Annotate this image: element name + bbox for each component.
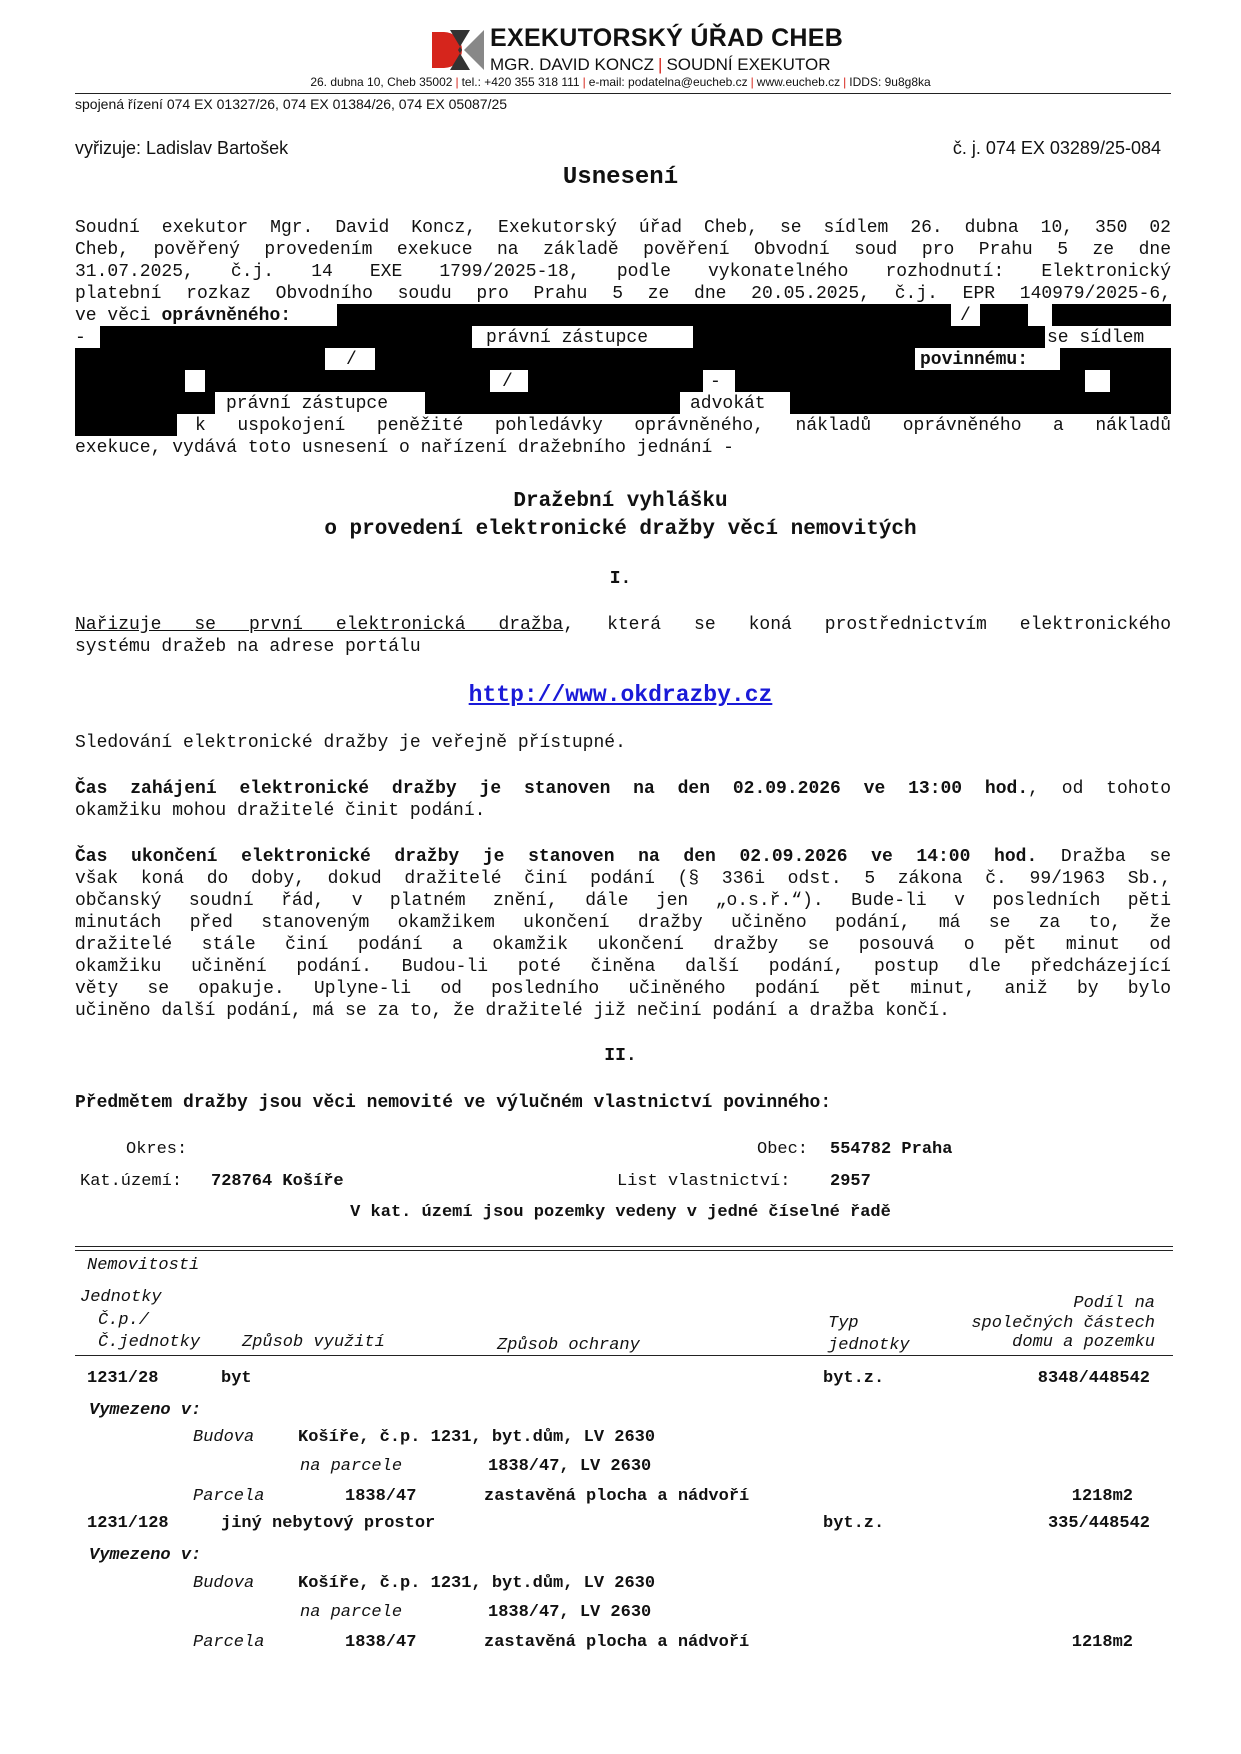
slash-text: /	[960, 306, 971, 326]
dash-text: -	[75, 328, 86, 348]
table-header-rule	[75, 1355, 1173, 1356]
section-numeral-2: II.	[604, 1046, 637, 1066]
office-address: 26. dubna 10, Cheb 35002	[310, 75, 453, 89]
unit-number: 1231/28	[87, 1369, 159, 1388]
notice-title: Dražební vyhlášku	[513, 490, 728, 513]
end-time-rest: Dražba se	[1037, 847, 1171, 867]
building-value: Košíře, č.p. 1231, byt.dům, LV 2630	[298, 1428, 656, 1447]
intro-line: Soudní exekutor Mgr. David Koncz, Exekutorský úřad Cheb, se sídlem 26. dubna 10, 350 02	[75, 218, 1171, 238]
building-value: Košíře, č.p. 1231, byt.dům, LV 2630	[298, 1574, 656, 1593]
end-rule-line: občanský soudní řád, v platném znění, dále jen „o.s.ř.“). Bude-li v posledních pěti	[75, 891, 1171, 911]
parcel-area: 1218m2	[1071, 1633, 1133, 1652]
end-rule-line: okamžiku učinění podání. Budou-li poté činěna další podání, postup dle předcházející	[75, 957, 1171, 977]
redacted-block	[75, 348, 325, 370]
lv-value: 2957	[830, 1172, 871, 1191]
head-share-2: společných částech	[971, 1314, 1155, 1333]
document-title: Usnesení	[562, 164, 679, 191]
on-parcel-label: na parcele	[300, 1603, 403, 1622]
closing-line: exekuce, vydává toto usnesení o nařízení dražebního jednání -	[75, 438, 734, 458]
parcel-number: 1838/47	[345, 1487, 417, 1506]
redacted-block	[337, 304, 951, 326]
series-note: V kat. území jsou pozemky vedeny v jedné číselné řadě	[350, 1203, 891, 1222]
redacted-block	[1060, 348, 1171, 370]
building-label: Budova	[193, 1574, 255, 1593]
end-rule-line: minutách před stanoveným okamžikem ukončení dražby učiněno podání, má se za to, že	[75, 913, 1171, 933]
head-type-1: Typ	[828, 1314, 859, 1333]
head-cp: Č.p./	[98, 1311, 150, 1330]
case-number: č. j. 074 EX 03289/25-084	[952, 138, 1161, 158]
on-parcel-value: 1838/47, LV 2630	[488, 1603, 652, 1622]
redacted-block	[100, 326, 472, 348]
unit-share: 8348/448542	[1037, 1369, 1150, 1388]
redacted-block	[375, 348, 915, 370]
creditor-label: oprávněného:	[161, 306, 292, 326]
parcel-use: zastavěná plocha a nádvoří	[484, 1633, 750, 1652]
order-rest: , která se koná prostřednictvím elektronického	[563, 615, 1171, 635]
start-time-rest: , od tohoto	[1028, 779, 1171, 799]
legal-rep-label: právní zástupce	[226, 394, 389, 414]
office-logo-icon	[430, 28, 486, 72]
handler: vyřizuje: Ladislav Bartošek	[75, 138, 289, 158]
redacted-block	[693, 326, 1045, 348]
municipality-value: 554782 Praha	[830, 1140, 953, 1159]
table-rule	[75, 1246, 1173, 1247]
head-use: Způsob využití	[242, 1333, 385, 1352]
seat-label: se sídlem	[1047, 328, 1145, 348]
officer-name: MGR. DAVID KONCZ	[490, 55, 655, 74]
unit-type: byt.z.	[823, 1369, 885, 1388]
end-rule-line: dražitelé stále činí podání a okamžik ukončení dražby se posouvá o pět minut od	[75, 935, 1171, 955]
defined-in-label: Vymezeno v:	[89, 1546, 202, 1565]
table-rule	[75, 1250, 1173, 1251]
joined-proceedings: spojená řízení 074 EX 01327/26, 074 EX 01384/26, 074 EX 05087/25	[75, 96, 508, 112]
order-underlined: Nařizuje se první elektronická dražba	[75, 615, 564, 635]
officer-role: SOUDNÍ EXEKUTOR	[666, 55, 831, 74]
head-units: Jednotky	[80, 1288, 162, 1307]
municipality-label: Obec:	[757, 1140, 809, 1159]
start-time-bold: Čas zahájení elektronické dražby je stanoven na den 02.09.2026 ve 13:00 hod.	[75, 779, 1029, 799]
auction-portal-link[interactable]: http://www.okdrazby.cz	[468, 682, 773, 708]
contact-line: 26. dubna 10, Cheb 35002 | tel.: +420 355 318 111 | e-mail: podatelna@eucheb.cz | www.eucheb.cz | IDDS: 9u8g8ka	[310, 75, 931, 89]
start-time-line-2: okamžiku mohou dražitelé činit podání.	[75, 801, 486, 821]
officer-line: MGR. DAVID KONCZ | SOUDNÍ EXEKUTOR	[490, 55, 831, 74]
redacted-block	[75, 414, 177, 436]
debtor-label: povinnému:	[920, 350, 1029, 370]
section-numeral-1: I.	[609, 569, 632, 589]
head-type-2: jednotky	[828, 1336, 910, 1355]
subject-heading: Předmětem dražby jsou věci nemovité ve výlučném vlastnictví povinného:	[75, 1093, 832, 1113]
head-unit-no: Č.jednotky	[98, 1333, 201, 1352]
redacted-block	[735, 370, 1085, 392]
unit-share: 335/448542	[1047, 1514, 1150, 1533]
office-email: e-mail: podatelna@eucheb.cz	[588, 75, 748, 89]
dash-text: -	[710, 372, 721, 392]
redacted-block	[425, 392, 680, 414]
redacted-block	[790, 392, 1171, 414]
notice-subtitle: o provedení elektronické dražby věcí nemovitých	[324, 518, 917, 541]
head-protection: Způsob ochrany	[497, 1336, 640, 1355]
in-matter: ve věci	[75, 306, 151, 326]
office-idds: IDDS: 9u8g8ka	[849, 75, 931, 89]
closing-line: k uspokojení peněžité pohledávky oprávněného, nákladů oprávněného a nákladů	[195, 416, 1171, 436]
parcel-area: 1218m2	[1071, 1487, 1133, 1506]
public-note: Sledování elektronické dražby je veřejně přístupné.	[75, 733, 626, 753]
end-rule-line: věty se opakuje. Uplyne-li od posledního učiněného podání pět minut, aniž by bylo	[75, 979, 1171, 999]
order-line	[75, 614, 1171, 636]
parcel-use: zastavěná plocha a nádvoří	[484, 1487, 750, 1506]
start-time-line	[75, 778, 1171, 800]
redacted-block	[1052, 304, 1171, 326]
redacted-block	[205, 370, 490, 392]
table-section-label: Nemovitosti	[87, 1256, 200, 1275]
on-parcel-value: 1838/47, LV 2630	[488, 1457, 652, 1476]
redacted-block	[528, 370, 703, 392]
end-rule-line: však koná do doby, dokud dražitelé činí podání (§ 336i odst. 5 zákona č. 99/1963 Sb.,	[75, 869, 1171, 889]
district-label: Okres:	[126, 1140, 188, 1159]
head-share-3: domu a pozemku	[1012, 1333, 1155, 1352]
intro-line: 31.07.2025, č.j. 14 EXE 1799/2025-18, podle vykonatelného rozhodnutí: Elektronický	[75, 262, 1171, 282]
building-label: Budova	[193, 1428, 255, 1447]
unit-type: byt.z.	[823, 1514, 885, 1533]
order-line-2: systému dražeb na adrese portálu	[75, 637, 421, 657]
lv-label: List vlastnictví:	[617, 1172, 791, 1191]
office-phone: tel.: +420 355 318 111	[461, 75, 580, 89]
unit-use: jiný nebytový prostor	[221, 1514, 436, 1533]
intro-line: Cheb, pověřený provedením exekuce na základě pověření Obvodní soud pro Prahu 5 ze dne	[75, 240, 1171, 260]
slash-text: /	[346, 350, 357, 370]
redacted-block	[75, 370, 185, 392]
office-name: EXEKUTORSKÝ ÚŘAD CHEB	[490, 24, 844, 52]
cadastre-label: Kat.území:	[80, 1172, 183, 1191]
end-time-line	[75, 846, 1171, 868]
redacted-block	[75, 392, 215, 414]
legal-rep-label: právní zástupce	[486, 328, 649, 348]
on-parcel-label: na parcele	[300, 1457, 403, 1476]
defined-in-label: Vymezeno v:	[89, 1401, 202, 1420]
slash-text: /	[502, 372, 513, 392]
cadastre-value: 728764 Košíře	[211, 1172, 344, 1191]
parcel-label: Parcela	[193, 1487, 265, 1506]
head-share-1: Podíl na	[1073, 1294, 1155, 1313]
attorney-label: advokát	[690, 394, 766, 414]
redacted-block	[980, 304, 1028, 326]
redacted-block	[1110, 370, 1171, 392]
parcel-number: 1838/47	[345, 1633, 417, 1652]
office-web: www.eucheb.cz	[756, 75, 841, 89]
header-divider	[75, 93, 1171, 94]
parcel-label: Parcela	[193, 1633, 265, 1652]
end-time-bold: Čas ukončení elektronické dražby je stanoven na den 02.09.2026 ve 14:00 hod.	[75, 847, 1038, 867]
unit-number: 1231/128	[87, 1514, 169, 1533]
unit-use: byt	[221, 1369, 252, 1388]
end-rule-line: učiněno další podání, má se za to, že dražitelé již nečiní podání a dražba končí.	[75, 1001, 950, 1021]
intro-line: platební rozkaz Obvodního soudu pro Prahu 5 ze dne 20.05.2025, č.j. EPR 140979/2025-6,	[75, 284, 1171, 304]
